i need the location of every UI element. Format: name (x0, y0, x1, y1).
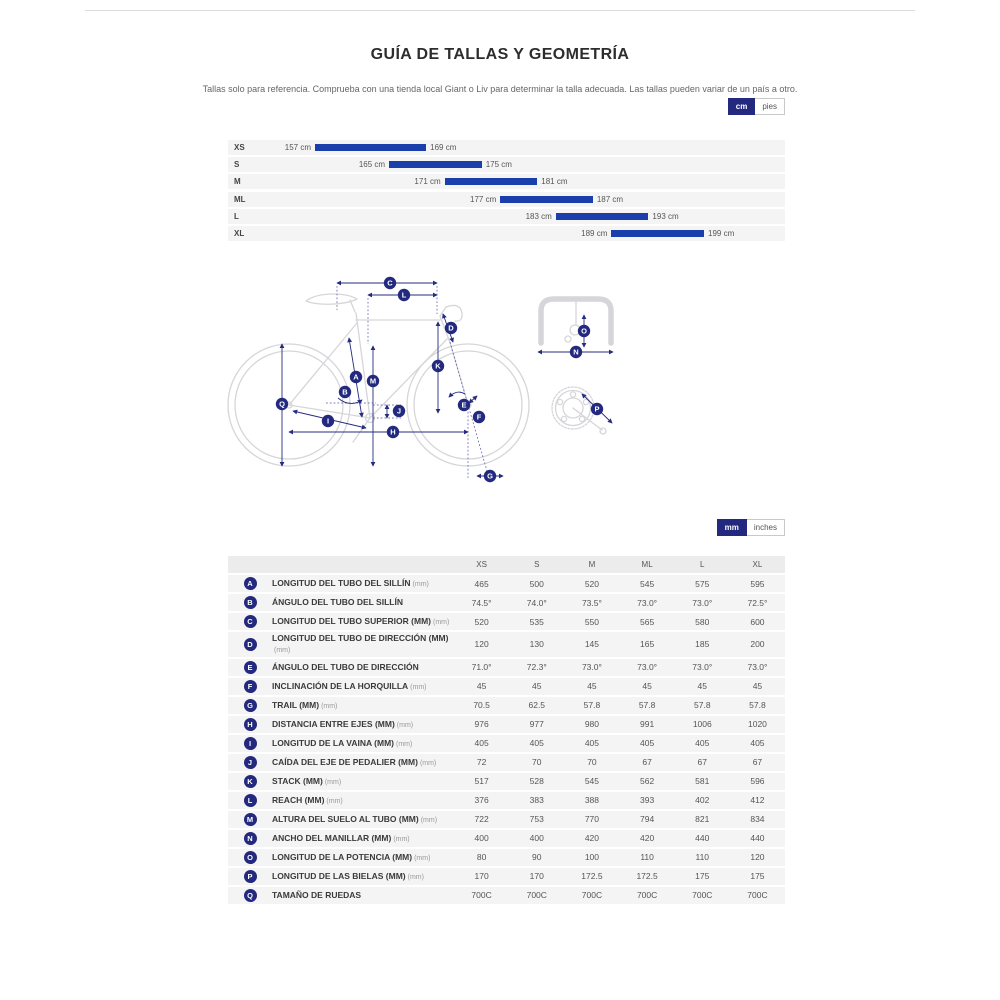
row-badge-C: C (244, 615, 257, 628)
value-E-M: 73.0° (581, 662, 602, 673)
max-height-label: 175 cm (485, 160, 512, 170)
value-O-ML: 110 (640, 852, 654, 863)
value-C-XL: 600 (750, 616, 765, 627)
value-C-S: 535 (529, 616, 544, 627)
value-G-XS: 70.5 (473, 700, 490, 711)
min-height-label: 189 cm (581, 228, 608, 238)
size-row-S (228, 157, 785, 172)
geometry-row-B (228, 594, 785, 611)
row-unit-suffix: (mm) (414, 854, 431, 862)
value-H-S: 977 (529, 719, 544, 730)
value-B-L: 73.0° (692, 597, 713, 608)
size-label: XL (234, 228, 245, 238)
value-J-M: 70 (587, 757, 597, 768)
value-N-XL: 440 (750, 833, 765, 844)
dimension-badge-O (578, 325, 590, 337)
row-badge-cell (228, 794, 272, 807)
row-badge-O: O (244, 851, 257, 864)
row-unit-suffix: (mm) (393, 835, 410, 843)
geometry-row-M (228, 811, 785, 828)
value-H-XS: 976 (474, 719, 489, 730)
row-badge-K: K (244, 775, 257, 788)
row-unit-suffix: (mm) (432, 618, 450, 626)
value-F-L: 45 (697, 681, 707, 692)
dimension-badge-L (398, 289, 410, 301)
value-D-XS: 120 (474, 639, 489, 650)
value-K-XL: 596 (750, 776, 765, 787)
svg-text:N: N (573, 347, 579, 357)
row-badge-cell (228, 680, 272, 693)
row-label-text: ANCHO DEL MANILLAR (MM) (272, 832, 392, 843)
value-K-ML: 562 (640, 776, 655, 787)
value-C-L: 580 (695, 616, 710, 627)
value-B-XS: 74.5° (471, 597, 492, 608)
row-badge-H: H (244, 718, 257, 731)
dimension-badge-H (387, 426, 399, 438)
value-Q-M: 700C (581, 890, 603, 901)
min-height-label: 183 cm (525, 211, 552, 221)
value-F-S: 45 (532, 681, 542, 692)
row-badge-cell (228, 596, 272, 609)
row-badge-M: M (244, 813, 257, 826)
value-G-M: 57.8 (583, 700, 601, 711)
row-label-text: LONGITUD DEL TUBO SUPERIOR (MM) (272, 615, 431, 626)
value-J-ML: 67 (642, 757, 652, 768)
row-badge-L: L (244, 794, 257, 807)
geometry-table (228, 556, 785, 906)
column-header-M: M (588, 560, 596, 569)
svg-text:H: H (390, 427, 396, 437)
max-height-label: 169 cm (430, 143, 457, 152)
value-O-XS: 80 (476, 852, 487, 863)
value-E-S: 72.3° (526, 662, 547, 673)
row-label (272, 700, 454, 711)
value-N-M: 420 (584, 833, 600, 844)
size-label: M (234, 177, 241, 187)
min-height-label: 165 cm (358, 160, 386, 170)
dimension-badge-D (445, 322, 457, 334)
value-K-XS: 517 (474, 776, 489, 787)
value-L-M: 388 (584, 795, 600, 806)
value-A-ML: 545 (640, 578, 655, 589)
svg-text:Q: Q (279, 399, 285, 409)
value-L-XL: 412 (750, 795, 765, 806)
geometry-row-A (228, 575, 785, 592)
value-I-L: 405 (695, 738, 710, 749)
geometry-row-Q (228, 887, 785, 904)
row-unit-suffix: (mm) (324, 778, 342, 786)
svg-text:A: A (353, 372, 359, 382)
value-G-ML: 57.8 (638, 700, 656, 711)
value-E-ML: 73.0° (637, 662, 658, 673)
row-badge-cell (228, 699, 272, 712)
row-label-text: STACK (MM) (272, 775, 323, 786)
column-header-XL: XL (752, 560, 763, 569)
value-O-S: 90 (532, 852, 542, 863)
height-unit-toggle (728, 98, 785, 115)
dimension-badge-M (367, 375, 379, 387)
geometry-row-I (228, 735, 785, 752)
dimension-badge-E (458, 399, 470, 411)
max-height-label: 193 cm (652, 211, 679, 221)
value-G-S: 62.5 (528, 700, 546, 711)
geometry-row-O (228, 849, 785, 866)
value-E-L: 73.0° (692, 662, 713, 673)
bike-geometry-diagram (210, 262, 790, 517)
value-E-XS: 71.0° (471, 662, 492, 673)
column-header-ML: ML (641, 560, 653, 569)
value-Q-XS: 700C (471, 890, 492, 901)
row-badge-cell (228, 577, 272, 590)
row-unit-suffix: (mm) (419, 759, 437, 767)
value-B-S: 74.0° (526, 597, 547, 608)
row-label (272, 814, 454, 825)
value-L-ML: 393 (640, 795, 655, 806)
row-unit-suffix: (mm) (412, 580, 429, 588)
size-range-bar (556, 213, 649, 220)
value-Q-L: 700C (692, 890, 713, 901)
geometry-row-L (228, 792, 785, 809)
row-unit-suffix: (mm) (274, 647, 291, 655)
svg-text:B: B (342, 387, 348, 397)
row-badge-cell (228, 661, 272, 674)
value-I-XL: 405 (750, 738, 765, 749)
value-O-XL: 120 (750, 852, 765, 863)
value-G-L: 57.8 (694, 700, 711, 711)
svg-text:P: P (594, 404, 600, 414)
geometry-row-D (228, 632, 785, 657)
value-I-S: 405 (529, 738, 544, 749)
size-range-bar (315, 144, 426, 151)
value-P-S: 170 (529, 871, 544, 882)
row-label (272, 852, 454, 863)
geometry-unit-option-inches[interactable]: inches (747, 519, 785, 536)
svg-text:O: O (581, 326, 587, 336)
svg-text:J: J (396, 406, 402, 416)
handlebar-top-view (541, 299, 611, 343)
value-D-S: 130 (529, 639, 544, 650)
size-label: XS (234, 143, 245, 152)
value-M-S: 753 (529, 814, 544, 825)
row-label-text: ÁNGULO DEL TUBO DEL SILLÍN (272, 596, 403, 607)
value-B-ML: 73.0° (637, 597, 658, 608)
row-unit-suffix: (mm) (326, 797, 343, 805)
size-range-chart (228, 140, 785, 243)
size-range-bar (389, 161, 482, 168)
row-label (272, 890, 454, 901)
svg-text:C: C (387, 278, 393, 288)
value-P-M: 172.5 (581, 871, 603, 882)
row-unit-suffix: (mm) (395, 740, 413, 748)
size-label: L (234, 211, 239, 221)
row-unit-suffix: (mm) (396, 721, 414, 729)
value-E-XL: 73.0° (747, 662, 768, 673)
geometry-row-H (228, 716, 785, 733)
value-P-L: 175 (695, 871, 710, 882)
top-divider (85, 10, 915, 11)
row-badge-cell (228, 851, 272, 864)
geometry-table-header (228, 556, 785, 573)
value-D-ML: 165 (640, 639, 655, 650)
row-label-text: ALTURA DEL SUELO AL TUBO (MM) (272, 813, 419, 824)
max-height-label: 199 cm (708, 228, 735, 238)
value-P-XL: 175 (750, 871, 765, 882)
row-label (272, 871, 454, 882)
row-badge-J: J (244, 756, 257, 769)
value-M-L: 821 (695, 814, 710, 825)
geometry-row-F (228, 678, 785, 695)
value-H-ML: 991 (640, 719, 655, 730)
row-badge-F: F (244, 680, 257, 693)
row-badge-cell (228, 832, 272, 845)
value-D-XL: 200 (750, 639, 765, 650)
size-row-XS (228, 140, 785, 155)
row-badge-Q: Q (244, 889, 257, 902)
geometry-row-K (228, 773, 785, 790)
value-K-M: 545 (584, 776, 600, 787)
value-A-XL: 595 (750, 578, 765, 589)
row-badge-P: P (244, 870, 257, 883)
row-label (272, 757, 454, 768)
row-badge-B: B (244, 596, 257, 609)
svg-text:I: I (326, 416, 330, 426)
row-badge-cell (228, 775, 272, 788)
row-label-text: LONGITUD DE LAS BIELAS (MM) (272, 870, 406, 881)
dimension-badge-A (350, 371, 362, 383)
svg-text:D: D (448, 323, 454, 333)
row-label-text: ÁNGULO DEL TUBO DE DIRECCIÓN (272, 661, 419, 672)
row-label (272, 633, 454, 656)
row-label (272, 776, 454, 787)
size-row-ML (228, 192, 785, 207)
value-C-ML: 565 (640, 616, 655, 627)
row-label-text: LONGITUD DE LA POTENCIA (MM) (272, 851, 413, 862)
row-unit-suffix: (mm) (321, 702, 338, 710)
row-badge-cell (228, 889, 272, 902)
size-row-M (228, 174, 785, 189)
row-label (272, 662, 454, 673)
geometry-row-N (228, 830, 785, 847)
value-H-L: 1006 (692, 719, 712, 730)
value-A-S: 500 (529, 578, 544, 589)
row-label-text: LONGITUD DEL TUBO DE DIRECCIÓN (MM) (272, 633, 449, 643)
value-K-S: 528 (529, 776, 544, 787)
row-label-text: LONGITUD DEL TUBO DEL SILLÍN (272, 577, 411, 588)
value-A-L: 575 (695, 578, 710, 589)
value-A-XS: 465 (474, 578, 489, 589)
row-badge-cell (228, 638, 272, 651)
value-I-ML: 405 (640, 738, 655, 749)
value-F-M: 45 (587, 681, 597, 692)
row-label-text: TAMAÑO DE RUEDAS (272, 889, 362, 900)
row-badge-cell (228, 615, 272, 628)
row-badge-N: N (244, 832, 257, 845)
size-label: S (234, 160, 240, 170)
row-label (272, 578, 454, 589)
value-N-S: 400 (529, 833, 544, 844)
dimension-badge-C (384, 277, 396, 289)
value-L-L: 402 (695, 795, 710, 806)
value-F-XS: 45 (476, 681, 487, 692)
dimension-badge-Q (276, 398, 288, 410)
row-label (272, 616, 454, 627)
value-N-XS: 400 (474, 833, 489, 844)
row-label (272, 681, 454, 692)
geometry-row-J (228, 754, 785, 771)
row-badge-cell (228, 737, 272, 750)
value-F-ML: 45 (642, 681, 652, 692)
value-B-M: 73.5° (581, 597, 602, 608)
value-K-L: 581 (695, 776, 710, 787)
value-J-XL: 67 (752, 757, 763, 768)
row-label-text: INCLINACIÓN DE LA HORQUILLA (272, 680, 409, 691)
row-label (272, 719, 454, 730)
size-row-L (228, 209, 785, 224)
geometry-unit-toggle (717, 519, 785, 536)
row-unit-suffix: (mm) (410, 683, 427, 691)
min-height-label: 171 cm (414, 177, 441, 187)
value-P-ML: 172.5 (636, 871, 658, 882)
value-B-XL: 72.5° (747, 597, 768, 608)
page-subtitle: Tallas solo para referencia. Comprueba con una tienda local Giant o Liv para determinar la talla adecuada. Las tallas pueden variar de un país a otro. (202, 84, 798, 94)
row-label-text: DISTANCIA ENTRE EJES (MM) (272, 718, 395, 729)
value-I-M: 405 (584, 738, 600, 749)
row-label-text: TRAIL (MM) (272, 699, 320, 710)
row-label (272, 833, 454, 844)
value-P-XS: 170 (474, 871, 489, 882)
geometry-row-G (228, 697, 785, 714)
header-spacer (228, 556, 454, 573)
value-M-ML: 794 (640, 814, 655, 825)
column-header-XS: XS (476, 560, 487, 569)
geometry-row-P (228, 868, 785, 885)
value-M-XL: 834 (750, 814, 765, 825)
row-badge-cell (228, 870, 272, 883)
value-J-L: 67 (697, 757, 707, 768)
min-height-label: 177 cm (470, 194, 497, 204)
row-label (272, 795, 454, 806)
column-header-S: S (534, 560, 540, 569)
row-unit-suffix: (mm) (420, 816, 438, 824)
value-J-XS: 72 (476, 757, 487, 768)
row-label-text: REACH (MM) (272, 794, 325, 805)
value-M-M: 770 (584, 814, 600, 825)
geometry-row-C (228, 613, 785, 630)
size-range-bar (611, 230, 704, 237)
value-N-L: 440 (695, 833, 710, 844)
row-badge-G: G (244, 699, 257, 712)
row-label-text: LONGITUD DE LA VAINA (MM) (272, 737, 394, 748)
dimension-badge-I (322, 415, 334, 427)
row-badge-D: D (244, 638, 257, 651)
row-badge-I: I (244, 737, 257, 750)
value-O-M: 100 (584, 852, 600, 863)
value-M-XS: 722 (474, 814, 489, 825)
page-title: GUÍA DE TALLAS Y GEOMETRÍA (370, 46, 630, 63)
dimension-badge-J (393, 405, 405, 417)
row-badge-cell (228, 718, 272, 731)
value-A-M: 520 (584, 578, 600, 589)
svg-text:E: E (461, 400, 467, 410)
svg-text:K: K (435, 361, 441, 371)
min-height-label: 157 cm (284, 143, 311, 152)
svg-text:F: F (476, 412, 482, 422)
value-J-S: 70 (532, 757, 542, 768)
svg-text:M: M (369, 376, 377, 386)
height-unit-option-cm[interactable]: cm (728, 98, 756, 115)
size-range-bar (500, 196, 593, 203)
value-I-XS: 405 (474, 738, 489, 749)
size-label: ML (234, 194, 246, 204)
value-L-XS: 376 (474, 795, 489, 806)
value-Q-ML: 700C (636, 890, 658, 901)
max-height-label: 181 cm (541, 177, 568, 187)
dimension-badge-G (484, 470, 496, 482)
row-badge-cell (228, 756, 272, 769)
svg-text:L: L (401, 290, 407, 300)
geometry-unit-option-mm[interactable]: mm (717, 519, 747, 536)
row-badge-cell (228, 813, 272, 826)
row-label (272, 738, 454, 749)
row-badge-E: E (244, 661, 257, 674)
column-header-L: L (700, 560, 705, 569)
dimension-badge-B (339, 386, 351, 398)
row-label-text: CAÍDA DEL EJE DE PEDALIER (MM) (272, 756, 418, 767)
value-O-L: 110 (695, 852, 710, 863)
value-Q-S: 700C (526, 890, 547, 901)
value-L-S: 383 (529, 795, 544, 806)
size-range-bar (445, 178, 538, 185)
dimension-badge-P (591, 403, 603, 415)
row-unit-suffix: (mm) (407, 873, 424, 881)
value-H-M: 980 (584, 719, 600, 730)
value-N-ML: 420 (640, 833, 655, 844)
dimension-badge-K (432, 360, 444, 372)
height-unit-option-pies[interactable]: pies (755, 98, 785, 115)
value-C-M: 550 (584, 616, 600, 627)
size-row-XL (228, 226, 785, 241)
value-F-XL: 45 (752, 681, 763, 692)
dimension-badge-F (473, 411, 485, 423)
row-label (272, 597, 454, 608)
value-Q-XL: 700C (747, 890, 768, 901)
row-badge-A: A (244, 577, 257, 590)
value-G-XL: 57.8 (749, 700, 766, 711)
dimension-badge-N (570, 346, 582, 358)
value-C-XS: 520 (474, 616, 489, 627)
max-height-label: 187 cm (596, 194, 624, 204)
value-D-M: 145 (584, 639, 600, 650)
svg-text:G: G (487, 471, 493, 481)
geometry-row-E (228, 659, 785, 676)
value-D-L: 185 (695, 639, 710, 650)
value-H-XL: 1020 (747, 719, 767, 730)
